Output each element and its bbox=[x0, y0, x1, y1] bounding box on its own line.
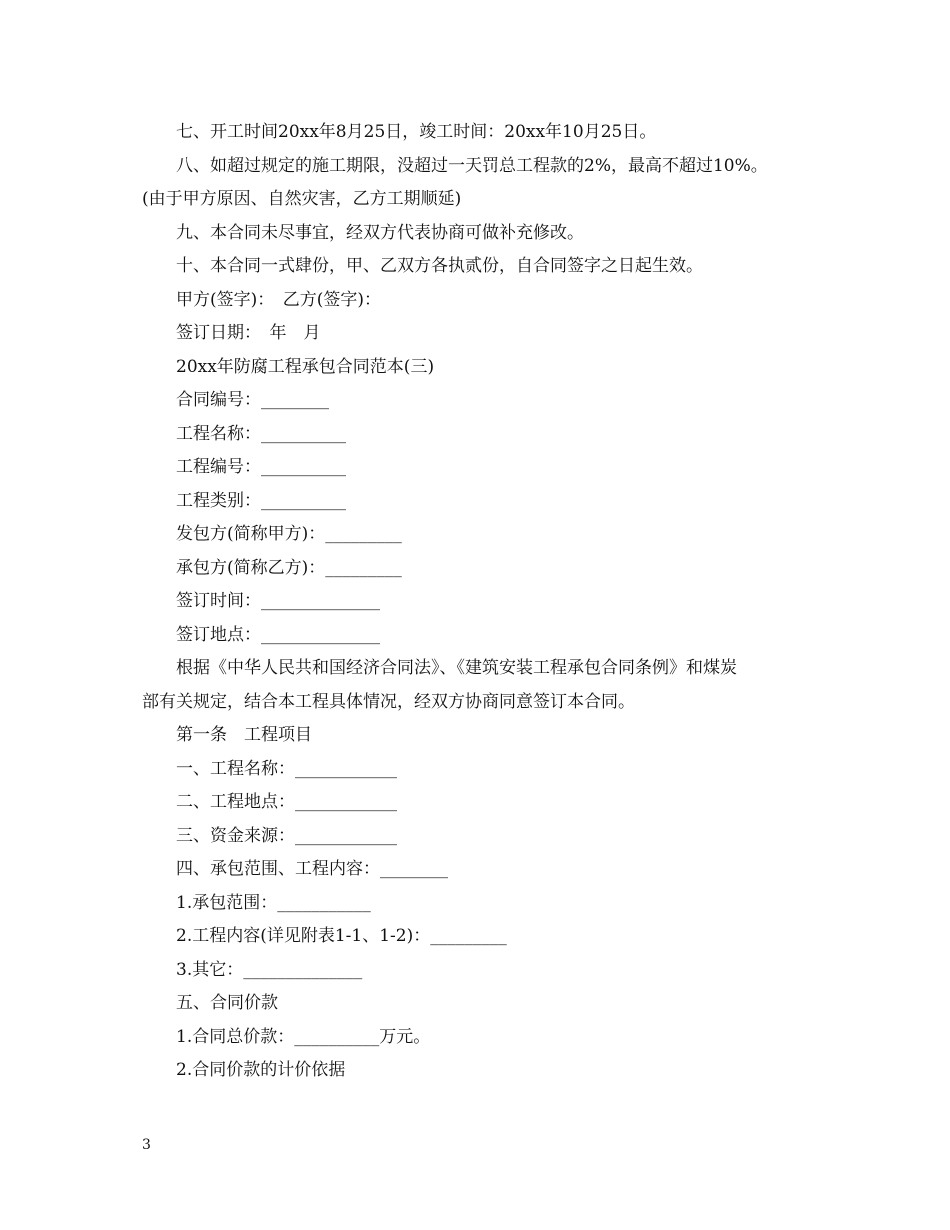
content-subitem: 2.工程内容(详见附表1-1、1-2)：_________ bbox=[176, 926, 507, 946]
contract-template-title: 20xx年防腐工程承包合同范本(三) bbox=[176, 356, 435, 377]
signing-date-line: 签订日期： 年 月 bbox=[176, 323, 321, 343]
clause-8-line: 八、如超过规定的施工期限，没超过一天罚总工程款的2%，最高不超过10%。 bbox=[176, 155, 768, 176]
project-location-item: 二、工程地点：____________ bbox=[176, 792, 397, 812]
signing-time-field: 签订时间：______________ bbox=[176, 591, 380, 611]
clause-9-line: 九、本合同未尽事宜，经双方代表协商可做补充修改。 bbox=[176, 222, 584, 243]
document-body bbox=[142, 116, 832, 1088]
signing-place-field: 签订地点：______________ bbox=[176, 624, 380, 645]
project-name-item: 一、工程名称：____________ bbox=[176, 758, 397, 779]
clause-8-continuation: (由于甲方原因、自然灾害，乙方工期顺延) bbox=[142, 189, 462, 209]
project-category-field: 工程类别：__________ bbox=[176, 490, 346, 511]
pricing-basis-line: 2.合同价款的计价依据 bbox=[176, 1060, 346, 1080]
scope-content-item: 四、承包范围、工程内容：________ bbox=[176, 859, 448, 879]
signature-line: 甲方(签字)： 乙方(签字)： bbox=[176, 289, 382, 310]
article-1-heading: 第一条 工程项目 bbox=[176, 725, 312, 745]
page-number: 3 bbox=[142, 1137, 151, 1153]
legal-basis-continuation: 部有关规定，结合本工程具体情况，经双方协商同意签订本合同。 bbox=[142, 691, 635, 712]
scope-subitem: 1.承包范围：___________ bbox=[176, 892, 371, 913]
legal-basis-line: 根据《中华人民共和国经济合同法》、《建筑安装工程承包合同条例》和煤炭 bbox=[176, 658, 737, 678]
clause-10-line: 十、本合同一式肆份，甲、乙双方各执贰份，自合同签字之日起生效。 bbox=[176, 256, 703, 276]
party-b-field: 承包方(简称乙方)：_________ bbox=[176, 557, 402, 578]
project-number-field: 工程编号：__________ bbox=[176, 457, 346, 477]
party-a-field: 发包方(简称甲方)：_________ bbox=[176, 524, 402, 544]
contract-number-field: 合同编号：________ bbox=[176, 390, 329, 410]
funding-source-item: 三、资金来源：____________ bbox=[176, 825, 397, 846]
project-name-field: 工程名称：__________ bbox=[176, 423, 346, 444]
contract-price-heading: 五、合同价款 bbox=[176, 993, 278, 1013]
clause-7-line: 七、开工时间20xx年8月25日，竣工时间：20xx年10月25日。 bbox=[176, 122, 657, 142]
other-subitem: 3.其它：______________ bbox=[176, 959, 363, 980]
total-price-field: 1.合同总价款：__________万元。 bbox=[176, 1026, 431, 1047]
